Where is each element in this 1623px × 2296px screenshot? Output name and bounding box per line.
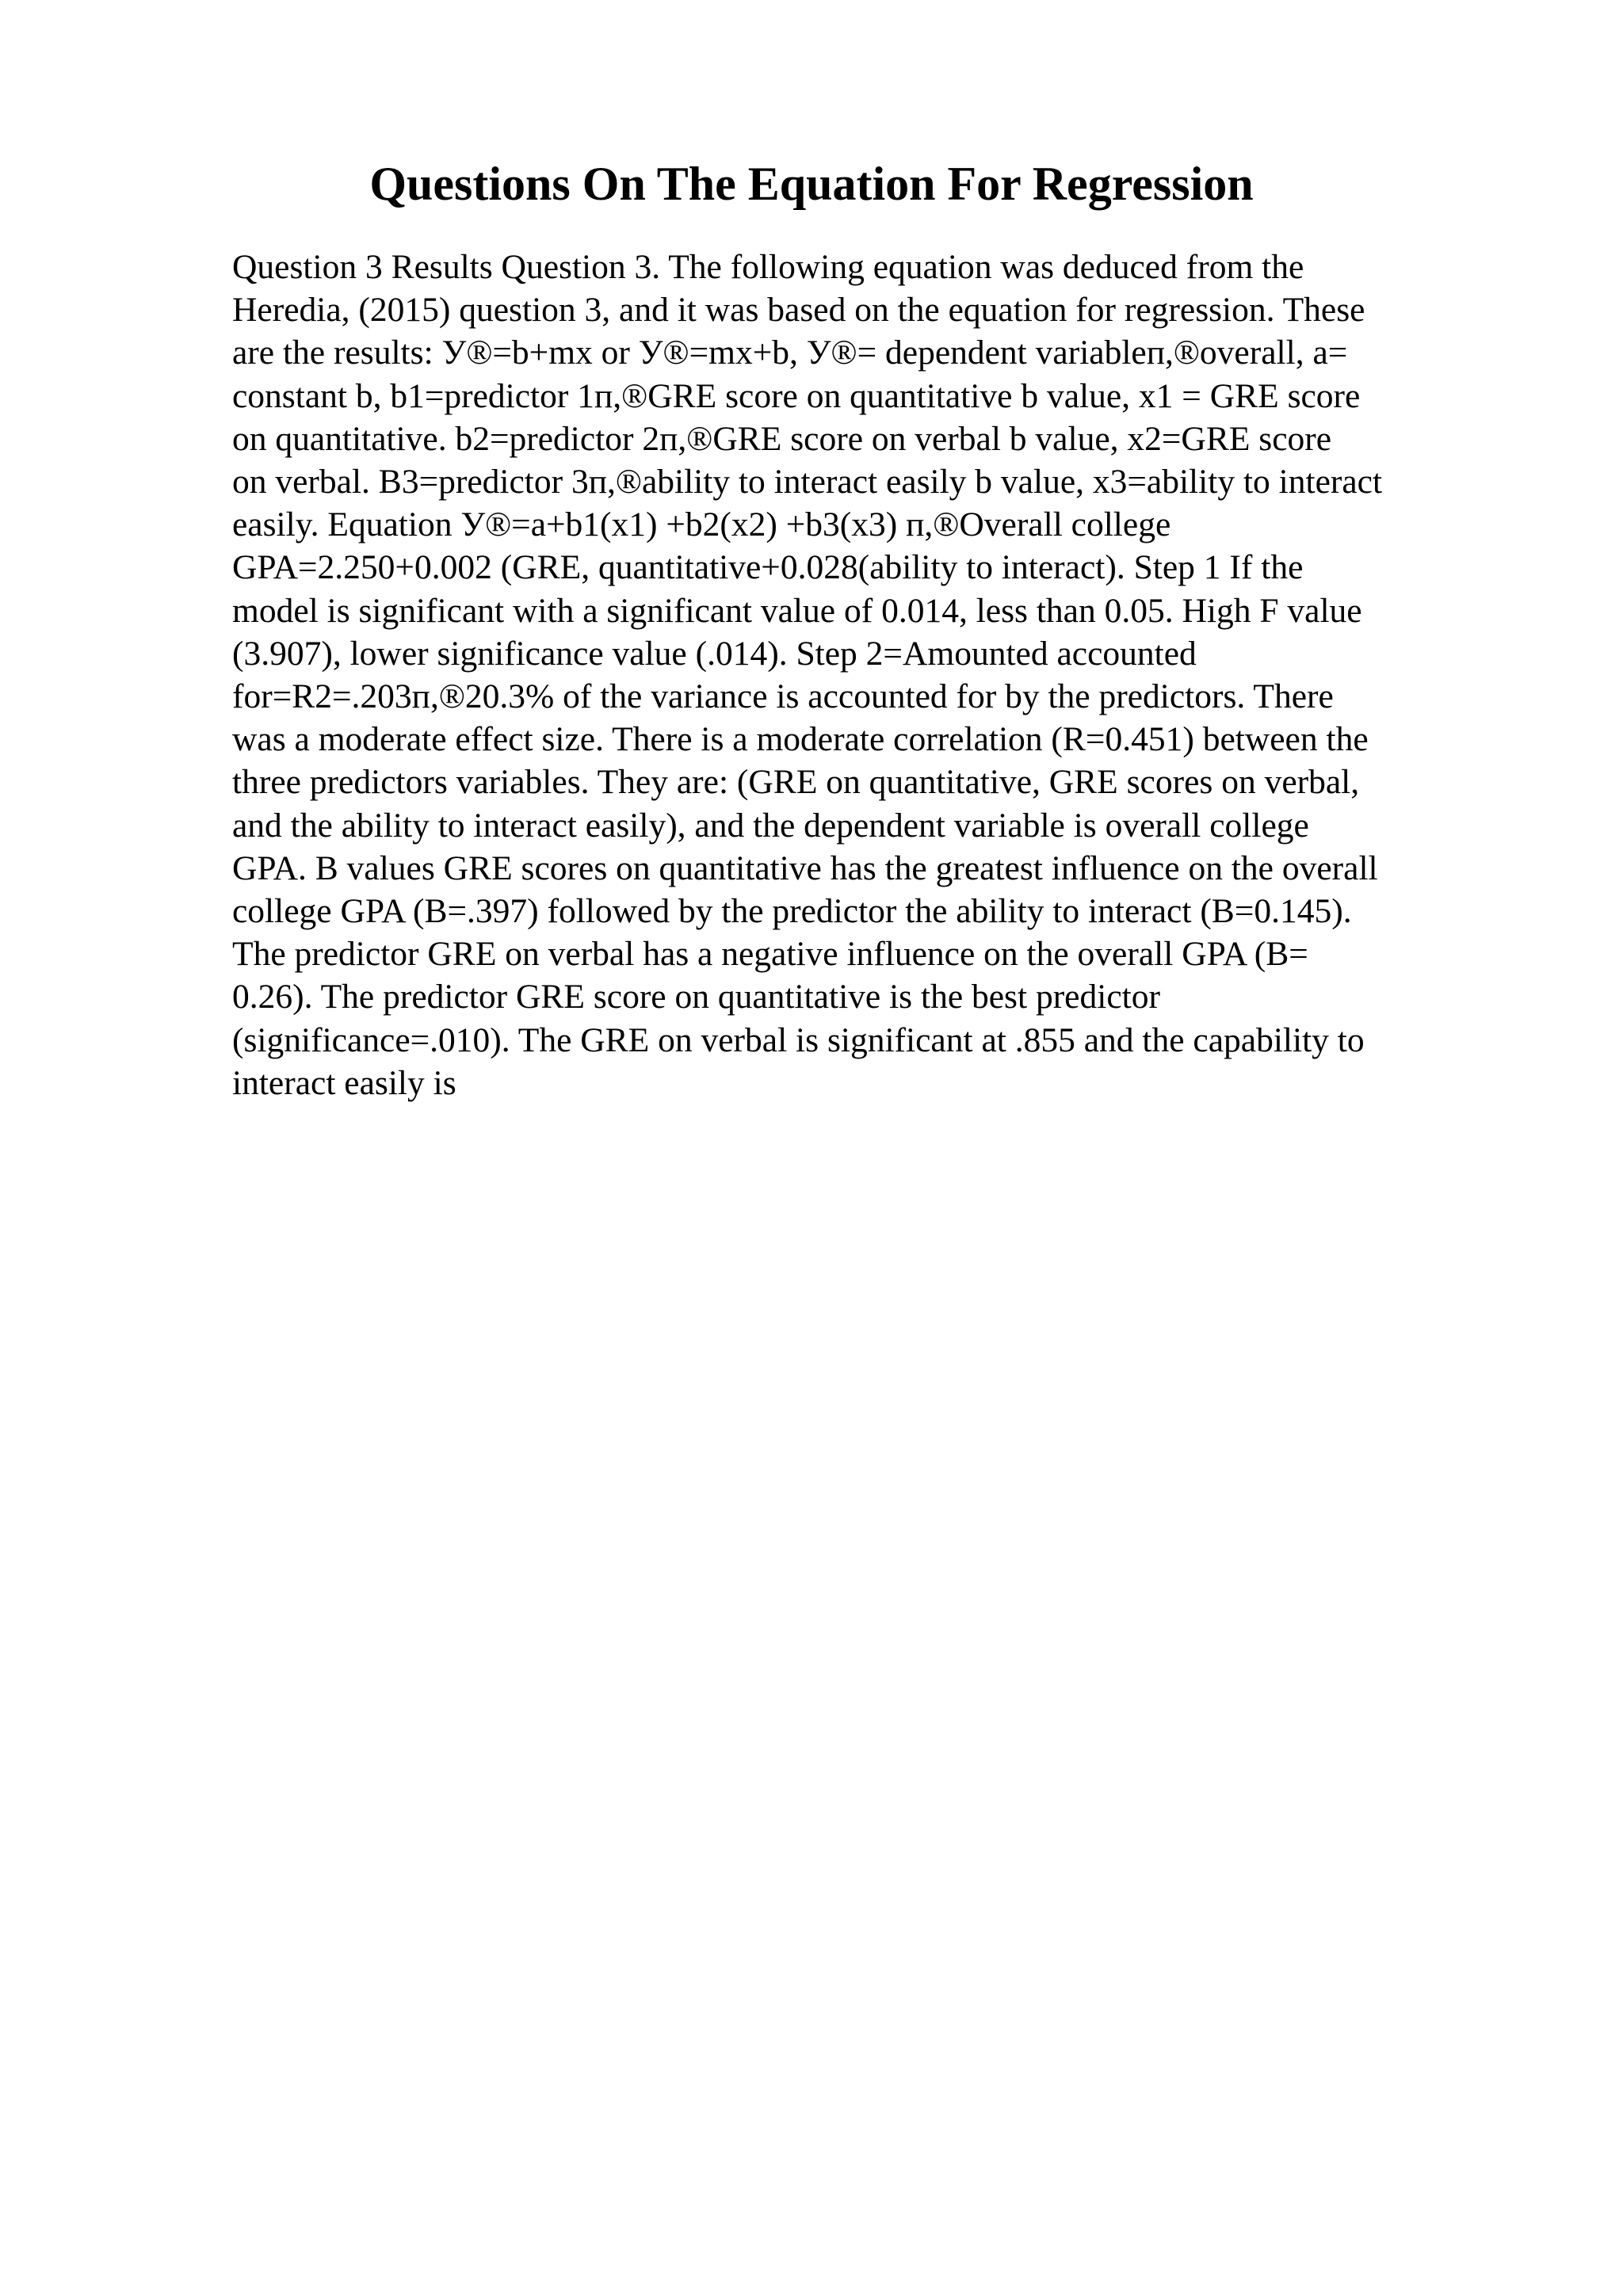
body-line: (significance=.010). The GRE on verbal is significant at .855 and the capability to — [232, 1020, 1365, 1059]
body-line: easily. Equation У®=a+b1(x1) +b2(x2) +b3(x3) п,®Overall college — [232, 505, 1171, 544]
body-line: (3.907), lower significance value (.014). Step 2=Amounted accounted — [232, 634, 1197, 673]
body-line: for=R2=.203п,®20.3% of the variance is accounted for by the predictors. There — [232, 677, 1334, 716]
body-line: 0.26). The predictor GRE score on quantitative is the best predictor — [232, 978, 1160, 1016]
body-line: constant b, b1=predictor 1п,®GRE score on quantitative b value, x1 = GRE score — [232, 376, 1361, 415]
body-line: on quantitative. b2=predictor 2п,®GRE score on verbal b value, x2=GRE score — [232, 419, 1332, 458]
body-line: are the results: У®=b+mx or У®=mx+b, У®= dependent variableп,®overall, a= — [232, 334, 1348, 372]
body-line: college GPA (B=.397) followed by the predictor the ability to interact (B=0.145). — [232, 892, 1352, 931]
body-line: interact easily is — [232, 1063, 456, 1102]
body-line: model is significant with a significant value of 0.014, less than 0.05. High F value — [232, 591, 1362, 630]
body-line: The predictor GRE on verbal has a negative influence on the overall GPA (B= — [232, 935, 1308, 974]
body-line: Heredia, (2015) question 3, and it was based on the equation for regression. These — [232, 291, 1365, 330]
body-line: Question 3 Results Question 3. The following equation was deduced from the — [232, 248, 1304, 286]
body-line: on verbal. B3=predictor 3п,®ability to interact easily b value, x3=ability to interact — [232, 463, 1383, 502]
document-title: Questions On The Equation For Regression — [369, 158, 1254, 210]
body-line: was a moderate effect size. There is a moderate correlation (R=0.451) between the — [232, 720, 1369, 759]
body-line: three predictors variables. They are: (GRE on quantitative, GRE scores on verbal, — [232, 763, 1360, 802]
body-line: GPA. B values GRE scores on quantitative has the greatest influence on the overall — [232, 849, 1378, 887]
body-line: GPA=2.250+0.002 (GRE, quantitative+0.028(ability to interact). Step 1 If the — [232, 548, 1304, 587]
document-body — [232, 246, 1484, 1104]
body-line: and the ability to interact easily), and the dependent variable is overall college — [232, 806, 1309, 845]
